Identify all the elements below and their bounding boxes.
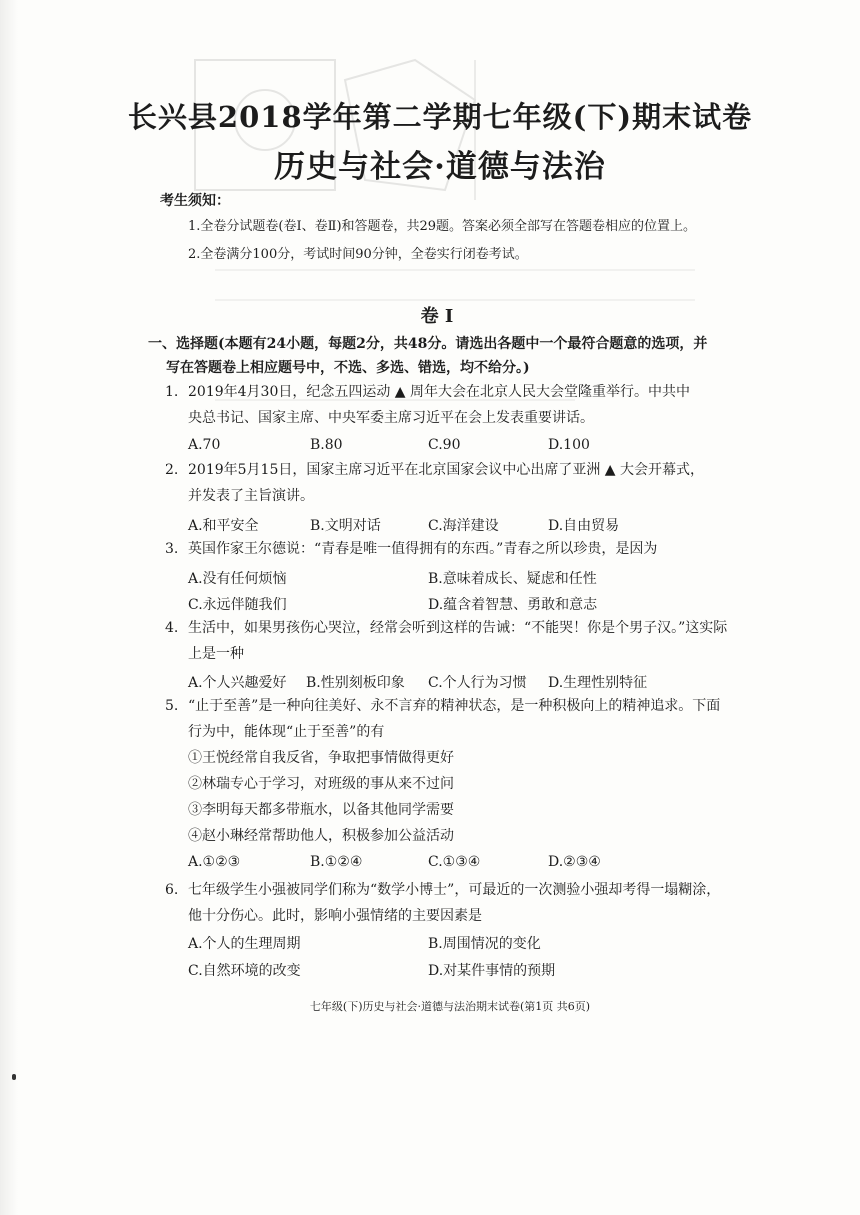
option-a: A.①②③ [188, 854, 241, 870]
option-c: C.90 [428, 437, 461, 453]
question-stem-line: 央总书记、国家主席、中央军委主席习近平在会上发表重要讲话。 [188, 410, 594, 426]
option-b: B.80 [310, 437, 343, 453]
option-a: A.个人的生理周期 [188, 936, 301, 952]
notice-item: 1.全卷分试题卷(卷Ⅰ、卷Ⅱ)和答题卷，共29题。答案必须全部写在答题卷相应的位置上。 [188, 219, 697, 234]
statement-item: ②林瑞专心于学习，对班级的事从来不过问 [188, 776, 454, 792]
section-instructions-line: 一、选择题(本题有24小题，每题2分，共48分。请选出各题中一个最符合题意的选项，并 [148, 336, 708, 352]
option-d: D.②③④ [548, 854, 601, 870]
option-b: B.性别刻板印象 [306, 675, 405, 691]
option-a: A.没有任何烦恼 [188, 571, 287, 587]
question-stem-line: 2019年5月15日，国家主席习近平在北京国家会议中心出席了亚洲 ▲ 大会开幕式， [188, 462, 705, 478]
statement-item: ③李明每天都多带瓶水，以备其他同学需要 [188, 802, 454, 818]
question-stem-line: 2019年4月30日，纪念五四运动 ▲ 周年大会在北京人民大会堂隆重举行。中共中 [188, 384, 691, 400]
question-number: 6. [165, 882, 179, 898]
page-footer: 七年级(下)历史与社会·道德与法治期末试卷(第1页 共6页) [309, 1000, 591, 1013]
question-stem-line: 生活中，如果男孩伤心哭泣，经常会听到这样的告诫：“不能哭！你是个男子汉。”这实际 [188, 620, 728, 636]
question-stem-line: 英国作家王尔德说：“青春是唯一值得拥有的东西。”青春之所以珍贵，是因为 [188, 541, 658, 557]
option-a: A.70 [188, 437, 221, 453]
scan-speck [12, 1074, 16, 1080]
option-c: C.永远伴随我们 [188, 597, 287, 613]
volume-label: 卷 I [420, 306, 454, 327]
option-c: C.自然环境的改变 [188, 963, 301, 979]
question-stem-line: 行为中，能体现“止于至善”的有 [188, 724, 385, 740]
question-stem-line: “止于至善”是一种向往美好、永不言弃的精神状态，是一种积极向上的精神追求。下面 [188, 698, 721, 714]
question-stem-line: 他十分伤心。此时，影响小强情绪的主要因素是 [188, 908, 482, 924]
option-d: D.100 [548, 437, 590, 453]
question-number: 3. [165, 541, 179, 557]
exam-subject-title: 历史与社会·道德与法治 [274, 149, 606, 185]
section-instructions [148, 332, 758, 380]
option-d: D.自由贸易 [548, 518, 620, 534]
notice-item: 2.全卷满分100分，考试时间90分钟，全卷实行闭卷考试。 [188, 247, 528, 262]
question-number: 1. [165, 384, 179, 400]
question-number: 2. [165, 462, 179, 478]
option-c: C.①③④ [428, 854, 481, 870]
question-number: 5. [165, 698, 179, 714]
option-c: C.海洋建设 [428, 518, 499, 534]
option-b: B.①②④ [310, 854, 363, 870]
notice-heading: 考生须知： [160, 193, 230, 209]
statement-item: ①王悦经常自我反省，争取把事情做得更好 [188, 750, 454, 766]
option-b: B.文明对话 [310, 518, 381, 534]
section-instructions-line: 写在答题卷上相应题号中，不选、多选、错选，均不给分。) [166, 360, 530, 376]
question-stem-line: 七年级学生小强被同学们称为“数学小博士”，可最近的一次测验小强却考得一塌糊涂， [188, 882, 721, 898]
exam-title: 长兴县2018学年第二学期七年级(下)期末试卷 [127, 100, 753, 134]
question-stem-line: 并发表了主旨演讲。 [188, 488, 314, 504]
option-a: A.个人兴趣爱好 [188, 675, 287, 691]
option-a: A.和平安全 [188, 518, 259, 534]
option-b: B.意味着成长、疑虑和任性 [428, 571, 597, 587]
option-d: D.蕴含着智慧、勇敢和意志 [428, 597, 598, 613]
option-b: B.周围情况的变化 [428, 936, 541, 952]
question-number: 4. [165, 620, 179, 636]
statement-item: ④赵小琳经常帮助他人，积极参加公益活动 [188, 828, 454, 844]
option-d: D.对某件事情的预期 [428, 963, 556, 979]
option-d: D.生理性别特征 [548, 675, 648, 691]
option-c: C.个人行为习惯 [428, 675, 527, 691]
question-stem-line: 上是一种 [188, 646, 244, 662]
